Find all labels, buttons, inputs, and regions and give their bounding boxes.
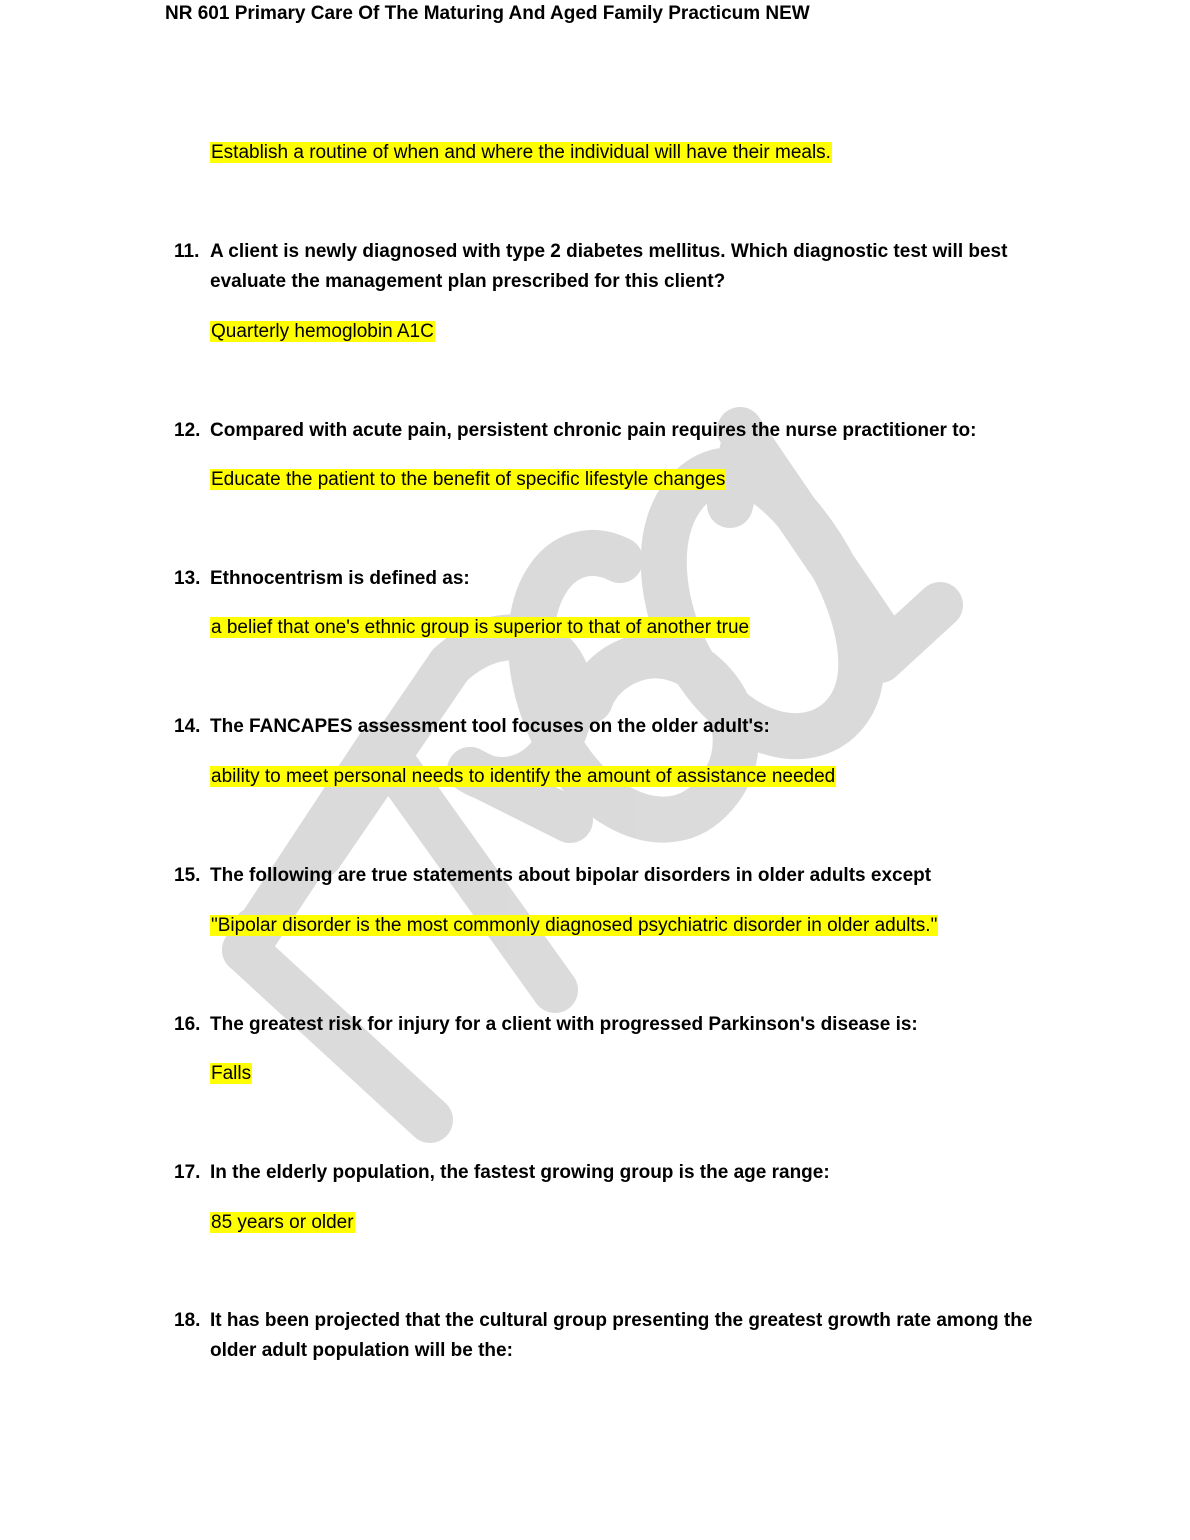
question-text: In the elderly population, the fastest growing group is the age range: — [210, 1162, 830, 1183]
highlighted-answer-text: Educate the patient to the benefit of specific lifestyle changes — [211, 469, 726, 490]
highlighted-answer-text: Quarterly hemoglobin A1C — [211, 321, 434, 342]
answer-16 — [210, 1061, 252, 1087]
highlighted-answer-text: 85 years or older — [211, 1212, 354, 1233]
answer-11 — [210, 319, 435, 345]
question-17 — [174, 1158, 1034, 1188]
question-number: 14. — [174, 716, 201, 737]
question-text: The following are true statements about bipolar disorders in older adults except — [210, 865, 932, 886]
highlighted-answer-text: ability to meet personal needs to identify the amount of assistance needed — [211, 766, 836, 787]
question-text: Compared with acute pain, persistent chronic pain requires the nurse practitioner to: — [210, 420, 977, 441]
question-text: Ethnocentrism is defined as: — [210, 568, 470, 589]
question-12 — [174, 416, 1034, 446]
highlighted-answer-text: "Bipolar disorder is the most commonly diagnosed psychiatric disorder in older adults." — [211, 915, 938, 936]
question-text: The FANCAPES assessment tool focuses on the older adult's: — [210, 716, 770, 737]
question-16 — [174, 1010, 1034, 1040]
leading-answer — [210, 140, 832, 166]
answer-15 — [210, 913, 938, 939]
question-number: 15. — [174, 865, 201, 886]
question-14 — [174, 712, 1034, 742]
document-header-title: NR 601 Primary Care Of The Maturing And Aged Family Practicum NEW — [165, 3, 810, 24]
question-text: A client is newly diagnosed with type 2 diabetes mellitus. Which diagnostic test will best evaluate the management plan prescribed for this client? — [210, 241, 1008, 292]
question-number: 12. — [174, 420, 201, 441]
question-text: It has been projected that the cultural group presenting the greatest growth rate among the older adult population will be the: — [210, 1310, 1033, 1361]
answer-12 — [210, 467, 726, 493]
question-text: The greatest risk for injury for a client with progressed Parkinson's disease is: — [210, 1014, 918, 1035]
answer-14 — [210, 764, 836, 790]
question-11 — [174, 237, 1034, 297]
highlighted-answer-text: Establish a routine of when and where the individual will have their meals. — [211, 142, 831, 163]
answer-13 — [210, 615, 750, 641]
question-number: 13. — [174, 568, 201, 589]
question-number: 18. — [174, 1310, 201, 1331]
answer-17 — [210, 1210, 355, 1236]
question-number: 16. — [174, 1014, 201, 1035]
highlighted-answer-text: Falls — [211, 1063, 252, 1084]
question-18 — [174, 1306, 1034, 1366]
question-number: 17. — [174, 1162, 201, 1183]
question-number: 11. — [174, 241, 200, 262]
question-15 — [174, 861, 1034, 891]
highlighted-answer-text: a belief that one's ethnic group is superior to that of another true — [211, 617, 750, 638]
question-13 — [174, 564, 1034, 594]
